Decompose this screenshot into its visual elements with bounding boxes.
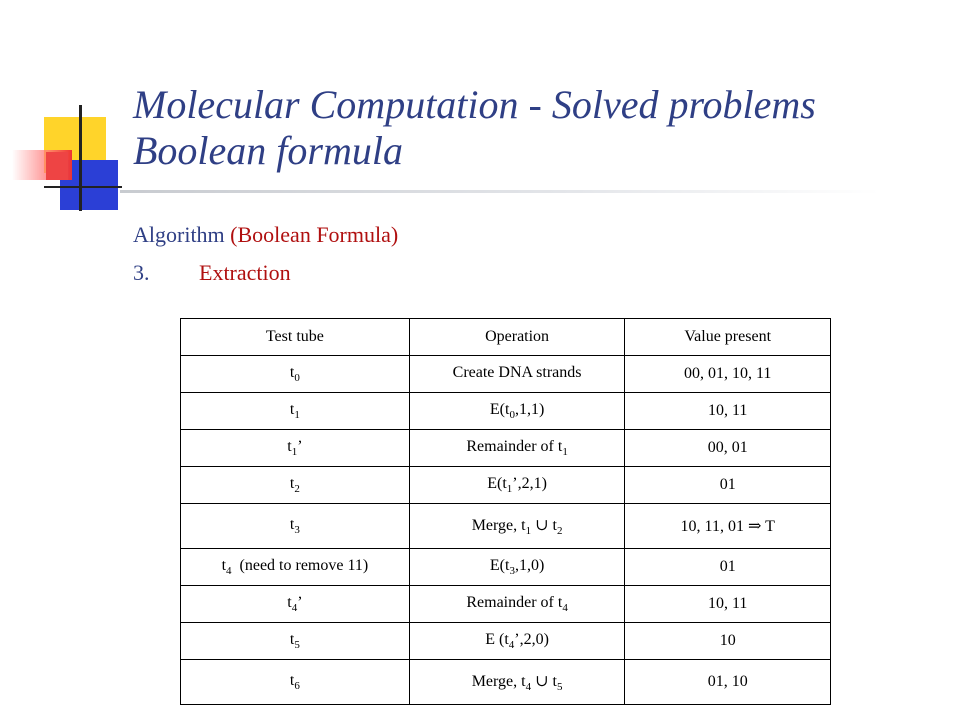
operation-text-continued: ,1,0)	[514, 556, 545, 574]
operation-subscript: 1	[562, 446, 568, 459]
cell-test-tube	[181, 586, 410, 623]
cell-value-present: 00, 01, 10, 11	[625, 356, 831, 393]
step-number: 3.	[133, 260, 150, 285]
step-item	[133, 260, 291, 286]
tube-subscript: 0	[294, 372, 300, 385]
operation-text: Remainder of t	[466, 437, 563, 455]
operation-text: Merge, t	[471, 672, 526, 690]
title-divider	[120, 190, 880, 193]
cell-operation	[409, 356, 625, 393]
logo-red-square	[46, 152, 68, 180]
logo-horizontal-line	[44, 186, 122, 188]
slide-logo	[0, 0, 140, 230]
header-value-present: Value present	[625, 319, 831, 356]
table-row	[181, 549, 831, 586]
tube-suffix: ’	[297, 593, 303, 611]
cell-value-present: 10, 11	[625, 393, 831, 430]
table-row	[181, 623, 831, 660]
operation-subscript: 4	[562, 602, 568, 615]
tube-name: t	[287, 437, 292, 455]
table-header-row	[181, 319, 831, 356]
operation-subscript: 3	[509, 565, 515, 578]
operation-text: Create DNA strands	[452, 363, 582, 381]
tube-subscript: 6	[294, 680, 300, 693]
operation-subscript: 1	[506, 483, 513, 496]
cell-operation	[409, 549, 625, 586]
algorithm-heading	[133, 222, 398, 248]
tube-subscript: 1	[294, 409, 300, 422]
cell-test-tube	[181, 356, 410, 393]
table-row	[181, 356, 831, 393]
tube-subscript: 5	[294, 639, 300, 652]
operation-text: E(t	[489, 556, 510, 574]
tube-subscript: 4	[291, 602, 298, 615]
slide-title	[133, 82, 816, 174]
cell-value-present: 01	[625, 467, 831, 504]
operation-text: E(t	[489, 400, 510, 418]
operation-text-continued: ’,2,0)	[514, 630, 549, 648]
cell-test-tube	[181, 549, 410, 586]
algorithm-label: Algorithm	[133, 222, 225, 247]
tube-subscript: 3	[294, 524, 300, 537]
cell-operation	[409, 430, 625, 467]
table-row	[181, 393, 831, 430]
tube-name: t	[289, 630, 295, 648]
tube-name: t	[289, 400, 295, 418]
operation-subscript: 4	[508, 639, 515, 652]
cell-value-present: 10	[625, 623, 831, 660]
cell-operation	[409, 586, 625, 623]
operation-text-continued: ∪ t	[531, 516, 557, 534]
operation-text: Remainder of t	[466, 593, 563, 611]
header-operation: Operation	[409, 319, 625, 356]
tube-subscript: 4	[226, 565, 232, 578]
title-line-1: Molecular Computation - Solved problems	[133, 82, 816, 127]
cell-operation	[409, 623, 625, 660]
tube-subscript: 1	[291, 446, 298, 459]
algorithm-subtitle: (Boolean Formula)	[230, 222, 399, 247]
cell-operation	[409, 393, 625, 430]
cell-operation	[409, 504, 625, 549]
table-row	[181, 660, 831, 705]
cell-test-tube	[181, 660, 410, 705]
tube-suffix: (need to remove 11)	[231, 556, 369, 574]
operation-subscript-2: 2	[556, 525, 563, 538]
cell-test-tube	[181, 623, 410, 660]
operation-subscript: 0	[509, 409, 515, 422]
tube-suffix: ’	[297, 437, 303, 455]
cell-operation	[409, 467, 625, 504]
step-text: Extraction	[199, 260, 291, 285]
operation-text-continued: ,1,1)	[514, 400, 545, 418]
operation-subscript: 4	[525, 681, 532, 694]
operation-text: E (t	[485, 630, 509, 648]
logo-vertical-line	[79, 105, 82, 211]
tube-name: t	[289, 363, 295, 381]
table-row	[181, 467, 831, 504]
cell-operation	[409, 660, 625, 705]
cell-test-tube	[181, 430, 410, 467]
table-row	[181, 430, 831, 467]
cell-value-present: 00, 01	[625, 430, 831, 467]
tube-name: t	[289, 474, 295, 492]
tube-name: t	[289, 671, 295, 689]
cell-value-present: 01, 10	[625, 660, 831, 705]
header-test-tube: Test tube	[181, 319, 410, 356]
tube-subscript: 2	[294, 483, 300, 496]
cell-value-present: 10, 11, 01 ⇒ T	[625, 504, 831, 549]
cell-test-tube	[181, 393, 410, 430]
operation-subscript: 1	[525, 525, 532, 538]
table-row	[181, 586, 831, 623]
operations-table	[180, 318, 831, 705]
tube-name: t	[289, 515, 295, 533]
cell-test-tube	[181, 504, 410, 549]
title-line-2: Boolean formula	[133, 128, 403, 173]
tube-name: t	[287, 593, 292, 611]
cell-value-present: 10, 11	[625, 586, 831, 623]
cell-value-present: 01	[625, 549, 831, 586]
table-row	[181, 504, 831, 549]
operation-text: E(t	[487, 474, 507, 492]
operation-subscript-2: 5	[556, 681, 563, 694]
tube-name: t	[221, 556, 227, 574]
operation-text: Merge, t	[471, 516, 526, 534]
operation-text-continued: ∪ t	[531, 672, 557, 690]
cell-test-tube	[181, 467, 410, 504]
operation-text-continued: ’,2,1)	[512, 474, 547, 492]
